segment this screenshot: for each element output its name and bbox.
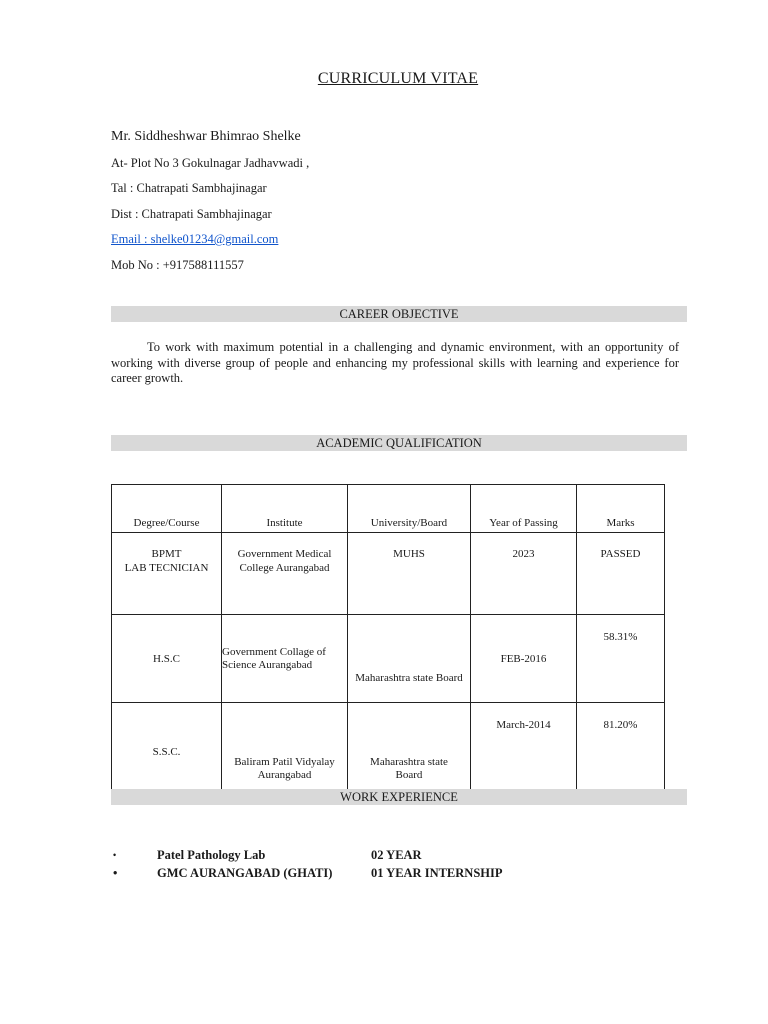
table-header-row <box>112 485 665 533</box>
list-item <box>113 846 613 864</box>
table-row <box>112 533 665 615</box>
cell-degree: BPMT LAB TECNICIAN <box>112 533 222 615</box>
cell-marks: PASSED <box>577 533 665 615</box>
work-organization: GMC AURANGABAD (GHATI) <box>157 866 333 880</box>
table-row <box>112 615 665 703</box>
list-item <box>113 864 613 882</box>
taluka-line: Tal : Chatrapati Sambhajinagar <box>111 181 267 196</box>
cell-year: 2023 <box>471 533 577 615</box>
email-link[interactable]: Email : shelke01234@gmail.com <box>111 232 279 247</box>
cell-board: Maharashtra state Board <box>348 615 471 703</box>
work-duration: 02 YEAR <box>371 848 422 862</box>
page-title: CURRICULUM VITAE <box>317 70 479 87</box>
cell-degree: H.S.C <box>112 615 222 703</box>
work-duration: 01 YEAR INTERNSHIP <box>371 866 503 880</box>
work-experience-heading: WORK EXPERIENCE <box>111 789 687 805</box>
cell-year: March-2014 <box>471 703 577 801</box>
header-marks: Marks <box>577 485 665 533</box>
table-row <box>112 703 665 801</box>
cell-institute: Government Medical College Aurangabad <box>222 533 348 615</box>
academic-qualification-heading: ACADEMIC QUALIFICATION <box>111 435 687 451</box>
work-organization: Patel Pathology Lab <box>157 848 266 862</box>
mobile-line: Mob No : +917588111557 <box>111 257 244 272</box>
header-degree: Degree/Course <box>112 485 222 533</box>
header-institute: Institute <box>222 485 348 533</box>
district-line: Dist : Chatrapati Sambhajinagar <box>111 206 272 221</box>
work-experience-list <box>113 846 613 882</box>
address-line: At- Plot No 3 Gokulnagar Jadhavwadi , <box>111 156 310 170</box>
academic-table <box>111 484 665 801</box>
candidate-name: Mr. Siddheshwar Bhimrao Shelke <box>111 129 301 144</box>
cell-board: MUHS <box>348 533 471 615</box>
cell-institute: Baliram Patil Vidyalay Aurangabad <box>222 703 348 801</box>
career-objective-text <box>111 340 679 387</box>
cell-degree: S.S.C. <box>112 703 222 801</box>
header-year: Year of Passing <box>471 485 577 533</box>
cell-institute: Government Collage of Science Aurangabad <box>222 615 348 703</box>
cell-year: FEB-2016 <box>471 615 577 703</box>
cell-marks: 58.31% <box>577 615 665 703</box>
bullet-icon: • <box>113 866 118 880</box>
contact-block <box>111 127 671 280</box>
cell-marks: 81.20% <box>577 703 665 801</box>
bullet-icon: • <box>113 850 117 860</box>
career-objective-heading: CAREER OBJECTIVE <box>111 306 687 322</box>
header-board: University/Board <box>348 485 471 533</box>
cell-board: Maharashtra state Board <box>348 703 471 801</box>
objective-body: To work with maximum potential in a challenging and dynamic environment, with an opportunity of working with diverse group of people and enhancing my professional skills with learning and experience for career growth. <box>111 340 679 385</box>
